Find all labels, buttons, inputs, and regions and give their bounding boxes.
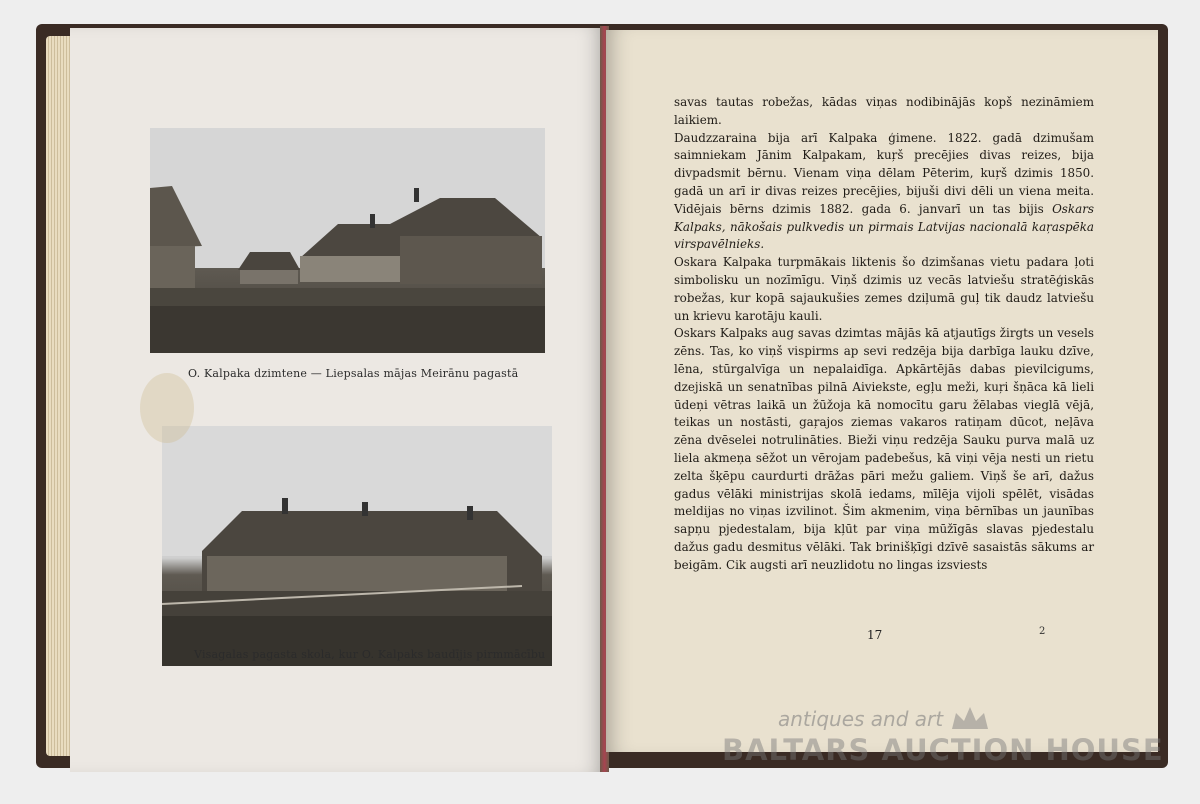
left-page bbox=[70, 28, 605, 772]
paper-stain bbox=[140, 373, 194, 443]
watermark-line2: BALTARS AUCTION HOUSE bbox=[722, 733, 1164, 767]
photo-school bbox=[162, 426, 552, 666]
italic-phrase: Oskars Kalpaks, nākošais pulkvedis un pirmais Latvijas nacionalā kaŗaspēka virspavēlnieks. bbox=[674, 201, 1094, 252]
paragraph-2-text: Daudzzaraina bija arī Kalpaka ģimene. 1822. gadā dzimušam saimniekam Jānim Kalpakam, kuŗš precējies divas reizes, bija divpadsmit bērnu. Vienam viņa dēlam Pēterim, kuŗš dzimis 1850. gadā un arī ir divas reizes precējies, bijuši divi dēli un viena meita. Vidējais bērns dzimis 1882. gada 6. janvarī un tas bijis bbox=[674, 130, 1094, 216]
paragraph-4: Oskars Kalpaks aug savas dzimtas mājās kā atjautīgs žirgts un vesels zēns. Tas, ko viņš vispirms ap sevi redzēja bija darbīga lauku dzīve, lēna, stūrgalvīga un nepalaidīga. Apkārtējās dabas pievilcigums, dzejiskā un senatnības pilnā Aiviekste, egļu meži, kuŗi šņāca kā lieli ūdeņi vētras laikā un žūžoja kā nomocītu garu žēlabas vieglā vējā, teikas un nostāsti, gaŗajos ziemas vakaros ratiņam dūcot, neļāva zēna dvēselei notrulināties. Bieži viņu redzēja Sauku purva malā uz liela akmeņa sēžot un vērojam padebešus, kā viņi vēja nesti un rietu zelta šķēpu caurdurti drāžas pāri mežu galiem. Viņš še arī, dažus gadus vēlāki ministrijas skolā iedams, mīlēja vijoli spēlēt, visādas meldijas no viņas izvilinot. Šim akmenim, viņa bērnības un jaunības sapņu pjedestalam, bija kļūt par viņa mūžīgās slavas pjedestalu dažus gadu desmitus vēlāki. Tak brinišķīgi dzīvē sasaistās sākums ar beigām. Cik augsti arī neuzlidotu no lingas izsviests bbox=[674, 326, 1094, 572]
photo-caption-bottom: Visagalas pagasta skola, kur O. Kalpaks baudījis pirmmācību bbox=[194, 648, 546, 661]
signature-mark: 2 bbox=[1039, 626, 1046, 637]
right-page bbox=[606, 30, 1158, 752]
photo-caption-top: O. Kalpaka dzimtene — Liepsalas mājas Meirānu pagastā bbox=[188, 367, 519, 380]
body-text bbox=[674, 94, 1094, 575]
paragraph-2 bbox=[674, 130, 1094, 255]
paragraph-3: Oskara Kalpaka turpmākais liktenis šo dzimšanas vietu padara ļoti simbolisku un nozīmīgu. Viņš dzimis uz vecās latviešu stratēģiskās robežas, kur kopā sajaukušies zemes dziļumā guļ tik daudz latviešu un krievu karotāju kauli. bbox=[674, 255, 1094, 323]
page-number: 17 bbox=[867, 628, 883, 642]
photo-farmstead bbox=[150, 128, 545, 353]
watermark-line1: antiques and art bbox=[778, 707, 944, 731]
paragraph-1: savas tautas robežas, kādas viņas nodibinājās kopš nezināmiem laikiem. bbox=[674, 95, 1094, 127]
